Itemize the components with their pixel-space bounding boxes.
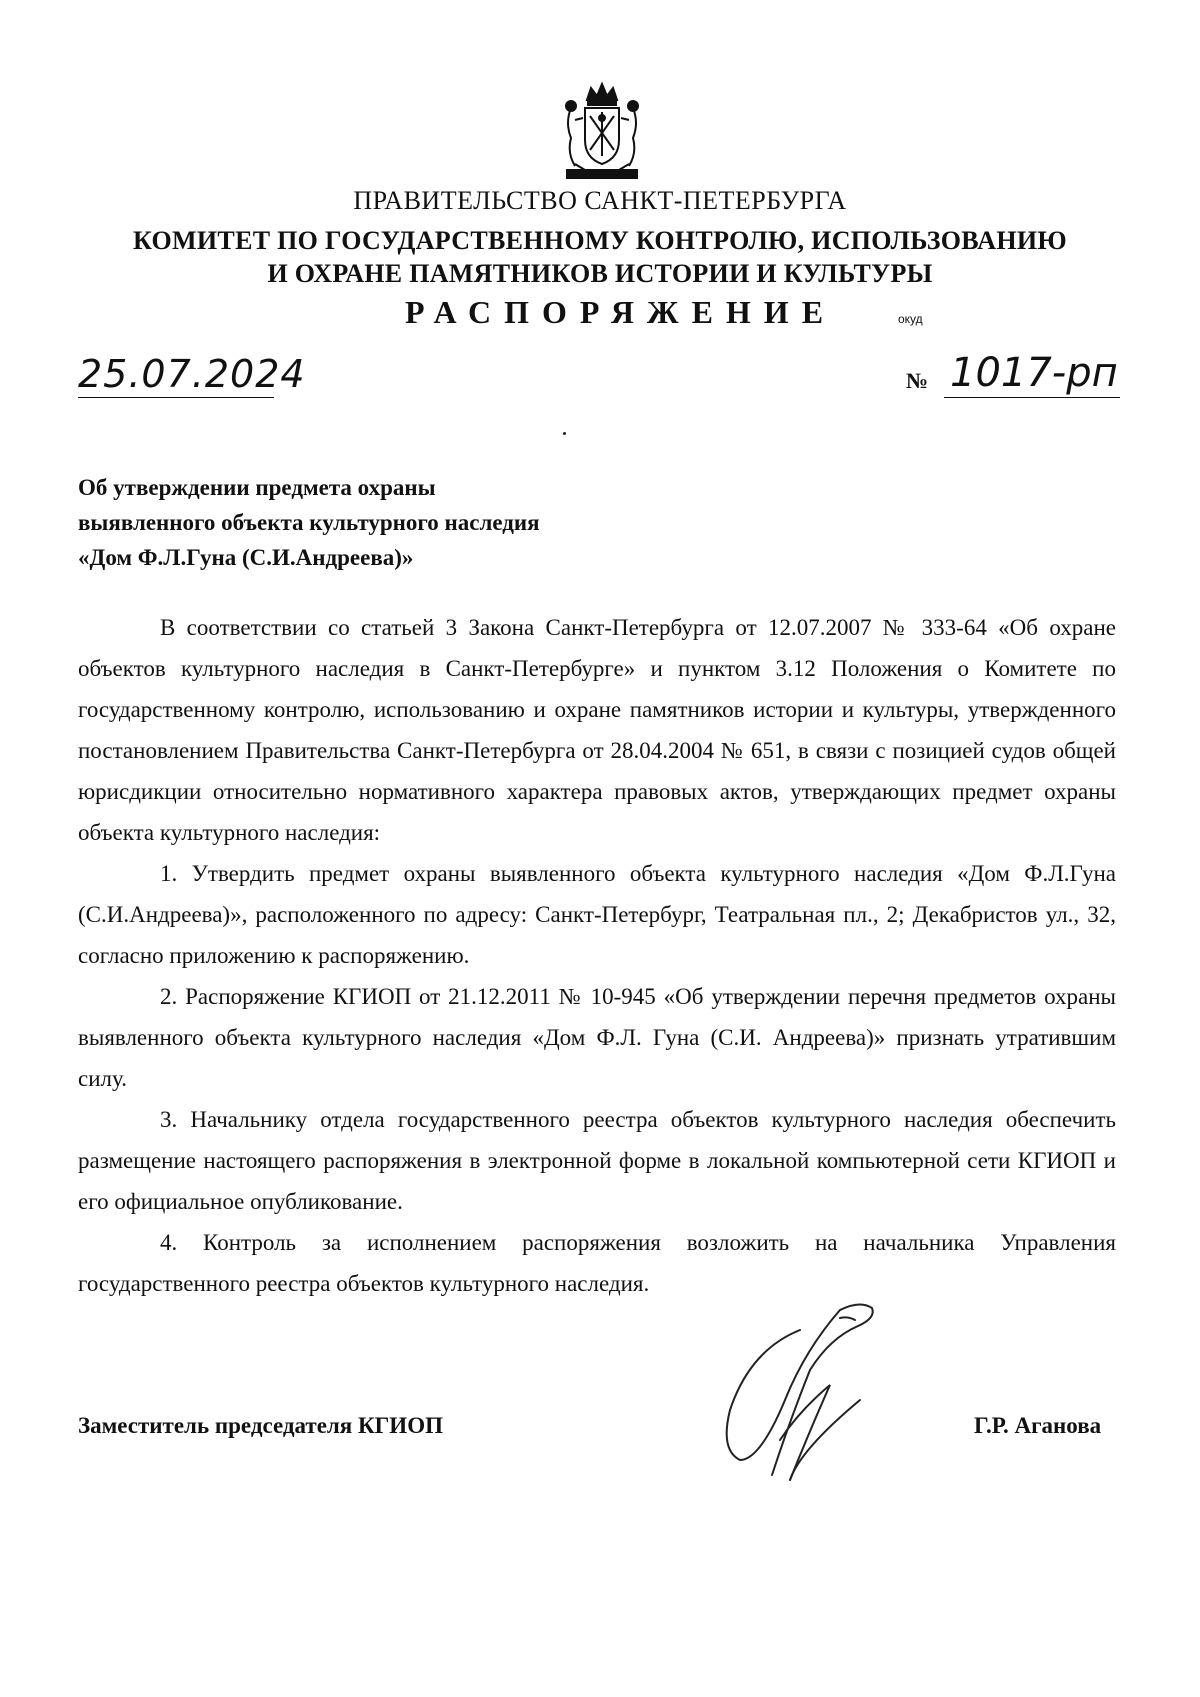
signer-name: Г.Р. Аганова (974, 1413, 1102, 1438)
date-underline (78, 397, 274, 398)
committee-line-2: И ОХРАНЕ ПАМЯТНИКОВ ИСТОРИИ И КУЛЬТУРЫ (267, 259, 933, 288)
subject-line-3: «Дом Ф.Л.Гуна (С.И.Андреева)» (78, 545, 414, 570)
committee-line-1: КОМИТЕТ ПО ГОСУДАРСТВЕННОМУ КОНТРОЛЮ, ИСПОЛЬЗОВАНИЮ (133, 226, 1067, 255)
document-number: 1017-рп (950, 350, 1118, 396)
item-3-paragraph: 3. Начальнику отдела государственного реестра объектов культурного наследия обеспечить размещение настоящего распоряжения в электронной форме в локальной компьютерной сети КГИОП и его официальное опубликование. (78, 1107, 1116, 1214)
committee-name (0, 224, 1200, 290)
coat-of-arms-emblem (557, 78, 647, 188)
number-sign: № (906, 368, 929, 393)
signer-title: Заместитель председателя КГИОП (78, 1413, 443, 1438)
government-name: ПРАВИТЕЛЬСТВО САНКТ-ПЕТЕРБУРГА (353, 186, 847, 215)
document-body (78, 607, 1116, 1304)
preamble-paragraph: В соответствии со статьей 3 Закона Санкт-Петербурга от 12.07.2007 № 333-64 «Об охране объектов культурного наследия в Санкт-Петербурге» и пунктом 3.12 Положения о Комитете по государственному контролю, использованию и охране памятников истории и культуры, утвержденного постановлением Правительства Санкт-Петербурга от 28.04.2004 № 651, в связи с позицией судов общей юрисдикции относительно нормативного характера правовых актов, утверждающих предмет охраны объекта культурного наследия: (78, 615, 1116, 845)
document-type-title: РАСПОРЯЖЕНИЕ (405, 294, 837, 330)
handwritten-signature (690, 1290, 920, 1510)
stray-dot (563, 432, 566, 435)
number-underline (944, 397, 1120, 398)
subject-line-2: выявленного объекта культурного наследия (78, 510, 540, 535)
item-2-paragraph: 2. Распоряжение КГИОП от 21.12.2011 № 10-945 «Об утверждении перечня предметов охраны выявленного объекта культурного наследия «Дом Ф.Л. Гуна (С.И. Андреева)» признать утратившим силу. (78, 984, 1116, 1091)
item-4-paragraph: 4. Контроль за исполнением распоряжения возложить на начальника Управления государственного реестра объектов культурного наследия. (78, 1230, 1116, 1296)
subject-line-1: Об утверждении предмета охраны (78, 475, 436, 500)
document-date: 25.07.2024 (78, 352, 306, 396)
item-1-paragraph: 1. Утвердить предмет охраны выявленного объекта культурного наследия «Дом Ф.Л.Гуна (С.И.Андреева)», расположенного по адресу: Санкт-Петербург, Театральная пл., 2; Декабристов ул., 32, согласно приложению к распоряжению. (78, 861, 1116, 968)
okud-label: окуд (898, 312, 923, 326)
document-subject (78, 470, 540, 575)
